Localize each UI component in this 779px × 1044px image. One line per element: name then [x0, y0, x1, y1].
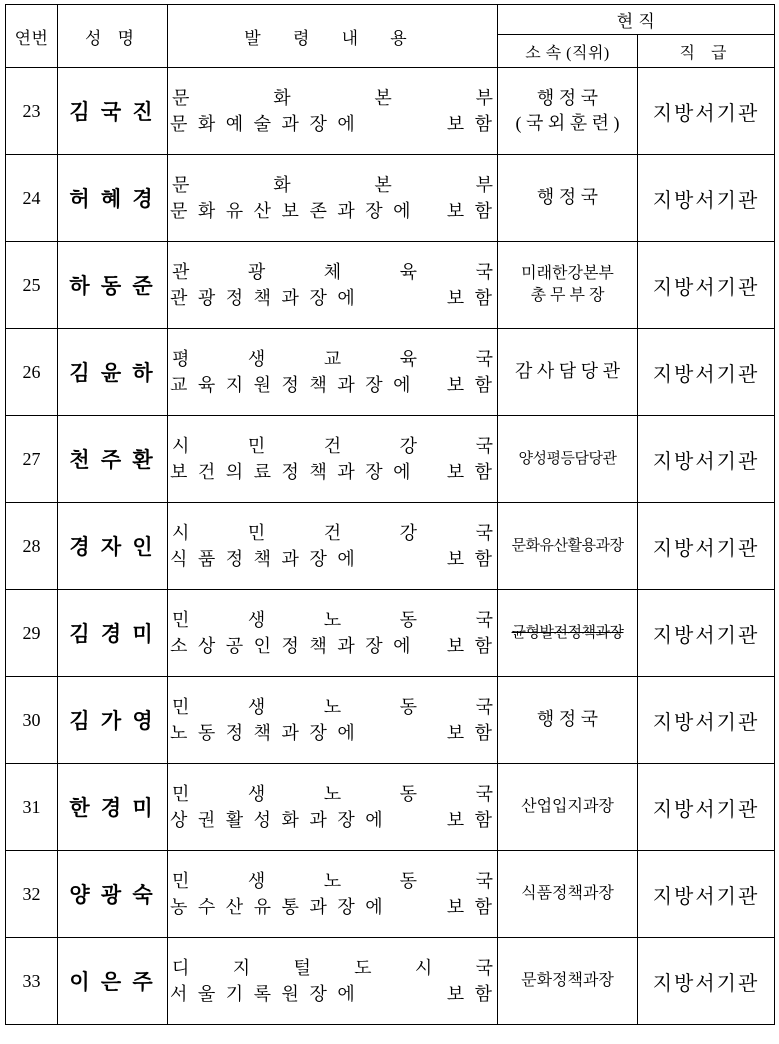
row-rank: 지방서기관	[638, 68, 775, 155]
order-line-1-seg: 생	[247, 783, 266, 804]
row-current-department	[498, 938, 638, 1025]
order-line-1-seg: 본	[374, 87, 392, 108]
row-rank: 지방서기관	[638, 329, 775, 416]
row-number: 29	[6, 590, 58, 677]
department-line-1: 양성평등담당관	[518, 450, 617, 467]
row-order-content	[168, 503, 498, 590]
row-current-department	[498, 242, 638, 329]
row-order-content	[168, 329, 498, 416]
appointment-table	[5, 4, 775, 1025]
order-line-1-seg: 건	[323, 435, 342, 456]
header-department: 소 속 (직위)	[498, 35, 638, 68]
order-line-1-seg: 노	[323, 783, 342, 804]
department-line-1: 행 정 국	[536, 709, 599, 730]
order-line-1-seg: 광	[247, 261, 266, 282]
row-person-name: 하 동 준	[58, 242, 168, 329]
order-line-1-seg: 시	[172, 522, 190, 543]
department-line-1: 미래한강본부	[521, 264, 614, 282]
row-order-content	[168, 242, 498, 329]
order-line-1-seg: 털	[293, 957, 311, 978]
department-line-1: 문화유산활용과장	[511, 537, 624, 554]
order-line-1-seg: 국	[475, 261, 493, 282]
order-line-2-main: 서 울 기 록 원 장 에	[170, 984, 358, 1004]
row-order-content	[168, 68, 498, 155]
order-line-1-seg: 노	[323, 696, 342, 717]
order-line-1	[168, 433, 497, 459]
order-line-2-suffix: 보 함	[446, 375, 495, 395]
department-line-1: 행 정 국	[536, 187, 599, 208]
row-current-department	[498, 590, 638, 677]
order-line-2	[168, 720, 497, 746]
row-order-content	[168, 764, 498, 851]
row-rank: 지방서기관	[638, 938, 775, 1025]
row-person-name: 허 혜 경	[58, 155, 168, 242]
order-line-2	[168, 546, 497, 572]
order-line-2-main: 소 상 공 인 정 책 과 장 에	[170, 636, 414, 656]
order-line-1-seg: 국	[475, 957, 493, 978]
row-person-name: 김 경 미	[58, 590, 168, 677]
order-line-2-main: 식 품 정 책 과 장 에	[170, 549, 358, 569]
row-person-name: 김 가 영	[58, 677, 168, 764]
order-line-1-seg: 부	[475, 87, 493, 108]
order-line-1-seg: 문	[172, 87, 190, 108]
row-current-department	[498, 851, 638, 938]
department-line-1: 산업입지과장	[521, 797, 614, 815]
table-body	[6, 68, 775, 1025]
order-line-1-seg: 국	[475, 348, 493, 369]
row-rank: 지방서기관	[638, 677, 775, 764]
table-row	[6, 677, 775, 764]
row-rank: 지방서기관	[638, 503, 775, 590]
order-line-2-suffix: 보 함	[446, 723, 495, 743]
row-number: 32	[6, 851, 58, 938]
row-person-name: 경 자 인	[58, 503, 168, 590]
row-current-department	[498, 329, 638, 416]
row-current-department	[498, 764, 638, 851]
row-rank: 지방서기관	[638, 155, 775, 242]
order-line-2	[168, 633, 497, 659]
department-line-1: 균형발전정책과장	[511, 624, 624, 641]
row-current-department	[498, 677, 638, 764]
order-line-1-seg: 국	[475, 783, 493, 804]
order-line-2-suffix: 보 함	[446, 288, 495, 308]
table-row	[6, 155, 775, 242]
order-line-1-seg: 생	[247, 696, 266, 717]
order-line-1-seg: 육	[399, 348, 418, 369]
row-rank: 지방서기관	[638, 590, 775, 677]
order-line-1-seg: 교	[323, 348, 342, 369]
order-line-2-suffix: 보 함	[446, 201, 495, 221]
table-row	[6, 764, 775, 851]
order-line-1	[168, 694, 497, 720]
order-line-1-seg: 화	[273, 174, 291, 195]
order-line-1	[168, 520, 497, 546]
row-order-content	[168, 677, 498, 764]
order-line-2-main: 보 건 의 료 정 책 과 장 에	[170, 462, 414, 482]
department-line-1: 문화정책과장	[521, 971, 614, 989]
order-line-2-main: 상 권 활 성 화 과 장 에	[170, 810, 386, 830]
header-no: 연번	[6, 5, 58, 68]
header-order: 발 령 내 용	[168, 5, 498, 68]
order-line-1-seg: 본	[374, 174, 392, 195]
order-line-2-main: 문 화 유 산 보 존 과 장 에	[170, 201, 414, 221]
row-person-name: 양 광 숙	[58, 851, 168, 938]
order-line-1-seg: 체	[323, 261, 342, 282]
order-line-1-seg: 국	[475, 696, 493, 717]
row-number: 27	[6, 416, 58, 503]
order-line-2-suffix: 보 함	[446, 984, 495, 1004]
row-current-department	[498, 416, 638, 503]
order-line-1	[168, 259, 497, 285]
order-line-1-seg: 동	[399, 783, 418, 804]
order-line-1	[168, 85, 497, 111]
order-line-1	[168, 607, 497, 633]
table-row	[6, 851, 775, 938]
order-line-2-suffix: 보 함	[446, 462, 495, 482]
order-line-1	[168, 868, 497, 894]
table-row	[6, 242, 775, 329]
order-line-1-seg: 생	[247, 609, 266, 630]
order-line-2	[168, 459, 497, 485]
row-rank: 지방서기관	[638, 242, 775, 329]
table-row	[6, 503, 775, 590]
header-current-position: 현 직	[498, 5, 775, 35]
row-number: 26	[6, 329, 58, 416]
department-line-2: ( 국 외 훈 련 )	[515, 113, 620, 133]
table-row	[6, 590, 775, 677]
order-line-2-suffix: 보 함	[446, 810, 495, 830]
order-line-1-seg: 도	[354, 957, 372, 978]
order-line-1-seg: 동	[399, 870, 418, 891]
row-number: 31	[6, 764, 58, 851]
row-current-department	[498, 68, 638, 155]
row-number: 28	[6, 503, 58, 590]
row-number: 23	[6, 68, 58, 155]
order-line-1-seg: 디	[172, 957, 190, 978]
table-row	[6, 938, 775, 1025]
header-name: 성 명	[58, 5, 168, 68]
order-line-1	[168, 955, 497, 981]
order-line-1-seg: 평	[172, 348, 190, 369]
table-row	[6, 329, 775, 416]
table-row	[6, 68, 775, 155]
order-line-1-seg: 노	[323, 870, 342, 891]
order-line-2	[168, 198, 497, 224]
order-line-1-seg: 시	[414, 957, 433, 978]
order-line-1-seg: 생	[247, 348, 266, 369]
table-row	[6, 416, 775, 503]
department-line-1: 행 정 국	[536, 87, 599, 108]
order-line-1-seg: 민	[247, 435, 266, 456]
order-line-1-seg: 민	[172, 696, 190, 717]
row-rank: 지방서기관	[638, 416, 775, 503]
order-line-1-seg: 부	[475, 174, 493, 195]
order-line-2-main: 관 광 정 책 과 장 에	[170, 288, 358, 308]
row-order-content	[168, 938, 498, 1025]
row-order-content	[168, 416, 498, 503]
row-current-department	[498, 155, 638, 242]
row-current-department	[498, 503, 638, 590]
order-line-1-seg: 문	[172, 174, 190, 195]
order-line-1-seg: 지	[232, 957, 251, 978]
row-order-content	[168, 590, 498, 677]
order-line-1-seg: 민	[172, 783, 190, 804]
order-line-1-seg: 강	[399, 522, 418, 543]
row-number: 30	[6, 677, 58, 764]
row-person-name: 한 경 미	[58, 764, 168, 851]
row-rank: 지방서기관	[638, 764, 775, 851]
row-person-name: 이 은 주	[58, 938, 168, 1025]
order-line-2	[168, 807, 497, 833]
order-line-1	[168, 346, 497, 372]
order-line-2-suffix: 보 함	[446, 636, 495, 656]
order-line-2	[168, 285, 497, 311]
order-line-2-main: 문 화 예 술 과 장 에	[170, 114, 358, 134]
order-line-1-seg: 건	[323, 522, 342, 543]
department-line-2: 총 무 부 장	[530, 287, 605, 304]
order-line-1-seg: 동	[399, 696, 418, 717]
order-line-2-main: 노 동 정 책 과 장 에	[170, 723, 358, 743]
header-rank: 직 급	[638, 35, 775, 68]
order-line-2	[168, 372, 497, 398]
order-line-1-seg: 관	[172, 261, 190, 282]
row-number: 24	[6, 155, 58, 242]
order-line-1-seg: 국	[475, 609, 493, 630]
order-line-1-seg: 민	[172, 609, 190, 630]
row-order-content	[168, 851, 498, 938]
order-line-2-suffix: 보 함	[446, 114, 495, 134]
order-line-1-seg: 국	[475, 522, 493, 543]
department-line-1: 감 사 담 당 관	[515, 361, 620, 382]
row-rank: 지방서기관	[638, 851, 775, 938]
row-person-name: 천 주 환	[58, 416, 168, 503]
order-line-1-seg: 민	[247, 522, 266, 543]
order-line-2-suffix: 보 함	[446, 549, 495, 569]
order-line-2-main: 농 수 산 유 통 과 장 에	[170, 897, 386, 917]
department-line-1: 식품정책과장	[521, 884, 614, 902]
order-line-1	[168, 172, 497, 198]
row-person-name: 김 윤 하	[58, 329, 168, 416]
order-line-1-seg: 노	[323, 609, 342, 630]
order-line-2	[168, 894, 497, 920]
order-line-1-seg: 육	[399, 261, 418, 282]
order-line-1-seg: 화	[273, 87, 291, 108]
order-line-1-seg: 동	[399, 609, 418, 630]
order-line-1-seg: 생	[247, 870, 266, 891]
order-line-1-seg: 시	[172, 435, 190, 456]
row-number: 25	[6, 242, 58, 329]
order-line-1-seg: 민	[172, 870, 190, 891]
order-line-2-main: 교 육 지 원 정 책 과 장 에	[170, 375, 414, 395]
order-line-2	[168, 981, 497, 1007]
order-line-1-seg: 강	[399, 435, 418, 456]
row-order-content	[168, 155, 498, 242]
order-line-2	[168, 111, 497, 137]
order-line-1-seg: 국	[475, 870, 493, 891]
order-line-1	[168, 781, 497, 807]
order-line-1-seg: 국	[475, 435, 493, 456]
order-line-2-suffix: 보 함	[446, 897, 495, 917]
table-header	[6, 5, 775, 68]
row-person-name: 김 국 진	[58, 68, 168, 155]
row-number: 33	[6, 938, 58, 1025]
